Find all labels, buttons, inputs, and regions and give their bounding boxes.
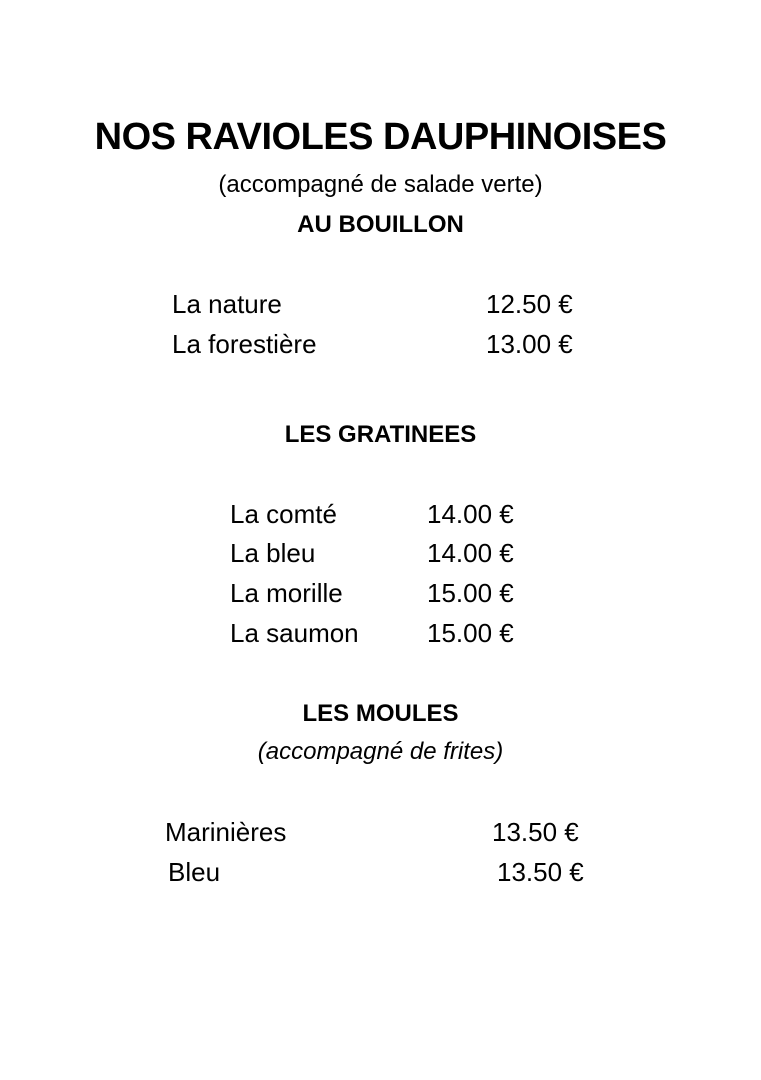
item-name-la-morille: La morille xyxy=(230,578,343,608)
section-heading-les-gratinees: LES GRATINEES xyxy=(284,421,477,448)
item-name-marinieres: Marinières xyxy=(165,817,287,847)
item-price-la-bleu: 14.00 € xyxy=(427,538,514,568)
item-price-marinieres: 13.50 € xyxy=(492,817,579,847)
section-heading-au-bouillon: AU BOUILLON xyxy=(297,211,464,238)
item-price-la-saumon: 15.00 € xyxy=(427,618,514,648)
section-heading-les-moules: LES MOULES xyxy=(302,700,459,727)
item-name-la-saumon: La saumon xyxy=(230,618,359,648)
item-name-la-forestiere: La forestière xyxy=(172,329,317,359)
item-price-la-forestiere: 13.00 € xyxy=(486,329,573,359)
item-price-la-comte: 14.00 € xyxy=(427,499,514,529)
item-name-la-nature: La nature xyxy=(172,289,282,319)
item-name-la-comte: La comté xyxy=(230,499,337,529)
menu-title: NOS RAVIOLES DAUPHINOISES xyxy=(94,116,667,158)
item-name-la-bleu: La bleu xyxy=(230,538,316,568)
item-price-bleu: 13.50 € xyxy=(497,857,584,887)
item-name-bleu: Bleu xyxy=(168,857,221,887)
section-note-les-moules: (accompagné de frites) xyxy=(257,738,504,765)
item-price-la-morille: 15.00 € xyxy=(427,578,514,608)
menu-subtitle: (accompagné de salade verte) xyxy=(218,171,543,198)
item-price-la-nature: 12.50 € xyxy=(486,289,573,319)
